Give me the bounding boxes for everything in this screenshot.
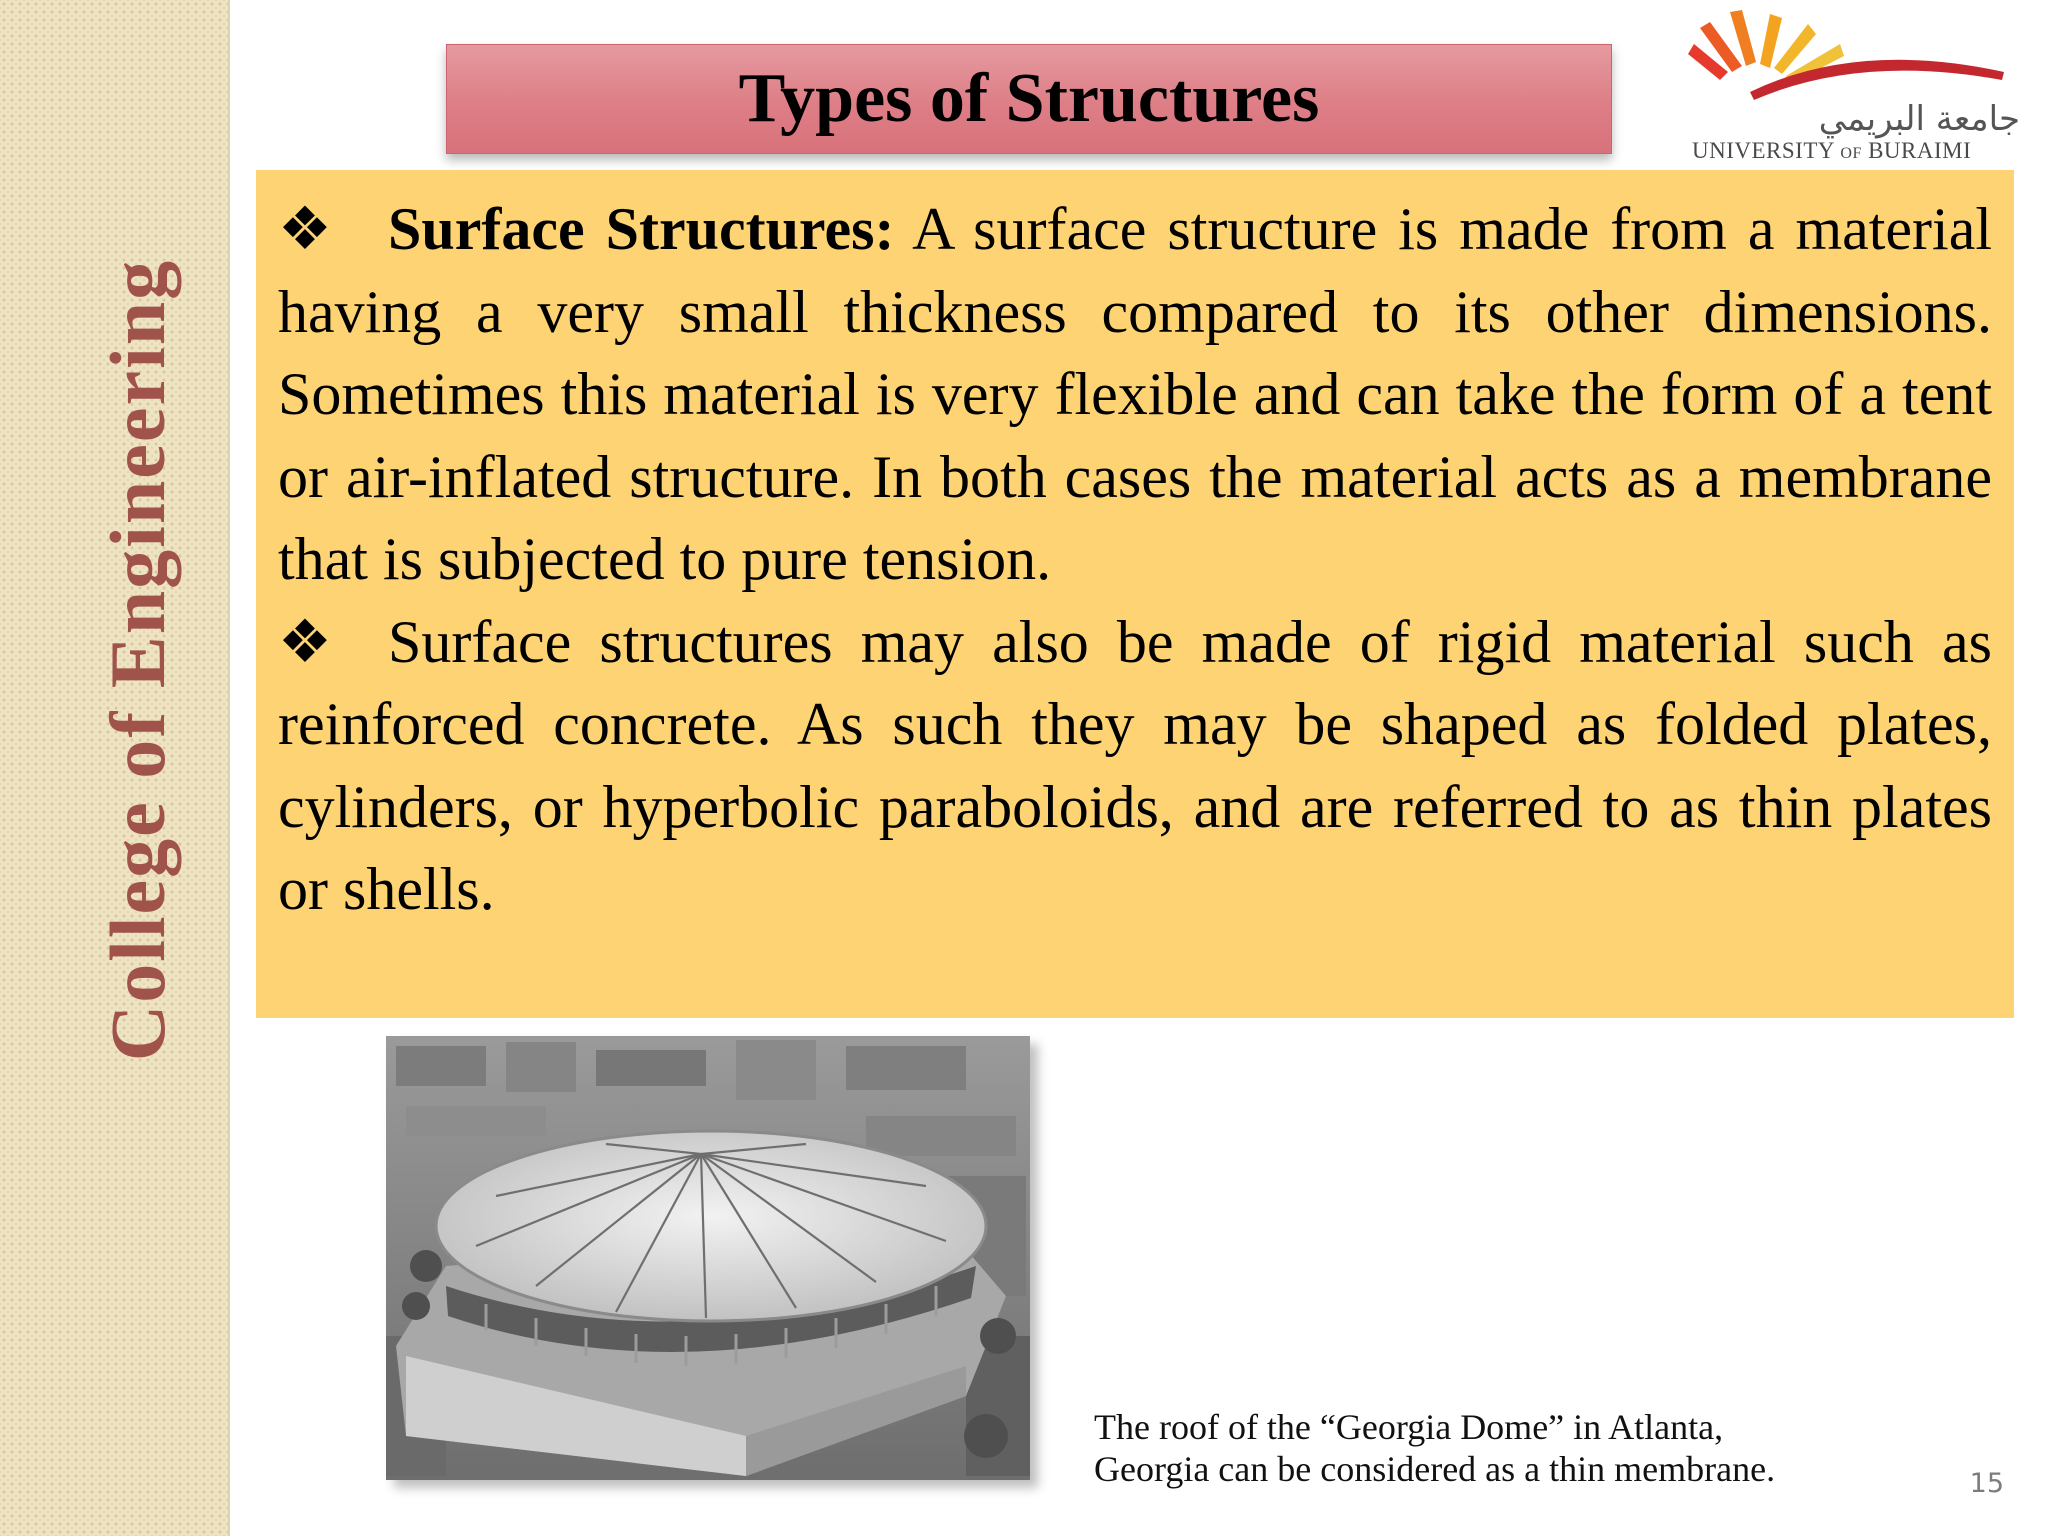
stadium-image-icon xyxy=(386,1036,1030,1480)
sidebar-band xyxy=(0,0,230,1536)
georgia-dome-photo xyxy=(386,1036,1030,1480)
sunburst-logo-icon xyxy=(1688,10,2024,102)
logo-english-text: UNIVERSITY OF BURAIMI xyxy=(1692,138,1972,163)
paragraph-rigid-surface-structures xyxy=(278,601,1992,931)
college-label: College of Engineering xyxy=(94,258,181,1062)
logo-arabic-text: جامعة البريمي xyxy=(1818,99,2020,139)
bullet-diamond-icon: ❖ xyxy=(278,196,332,262)
paragraph-heading: Surface Structures: xyxy=(388,196,895,262)
content-box xyxy=(256,170,2014,1018)
university-logo xyxy=(1688,10,2024,163)
paragraph-text: A surface structure is made from a material having a very small thickness compared to its other dimensions. Sometimes this material is very flexible and can take the form of a tent or air-inflated structure. In both cases the material acts as a membrane that is subjected to pure tension. xyxy=(278,196,1993,592)
page-number: 15 xyxy=(1969,1468,2004,1499)
bullet-diamond-icon: ❖ xyxy=(278,608,332,675)
paragraph-text: Surface structures may also be made of rigid material such as reinforced concrete. As such they may be shaped as folded plates, cylinders, or hyperbolic paraboloids, and are referred to as thin plates or shells. xyxy=(278,608,1992,922)
caption-line-2: Georgia can be considered as a thin membrane. xyxy=(1094,1449,1776,1489)
page-title: Types of Structures xyxy=(738,60,1320,137)
paragraph-surface-structures xyxy=(278,188,1992,601)
caption-line-1: The roof of the “Georgia Dome” in Atlanta, xyxy=(1094,1407,1724,1447)
title-banner xyxy=(446,44,1612,154)
figure-caption xyxy=(1094,1406,1914,1490)
